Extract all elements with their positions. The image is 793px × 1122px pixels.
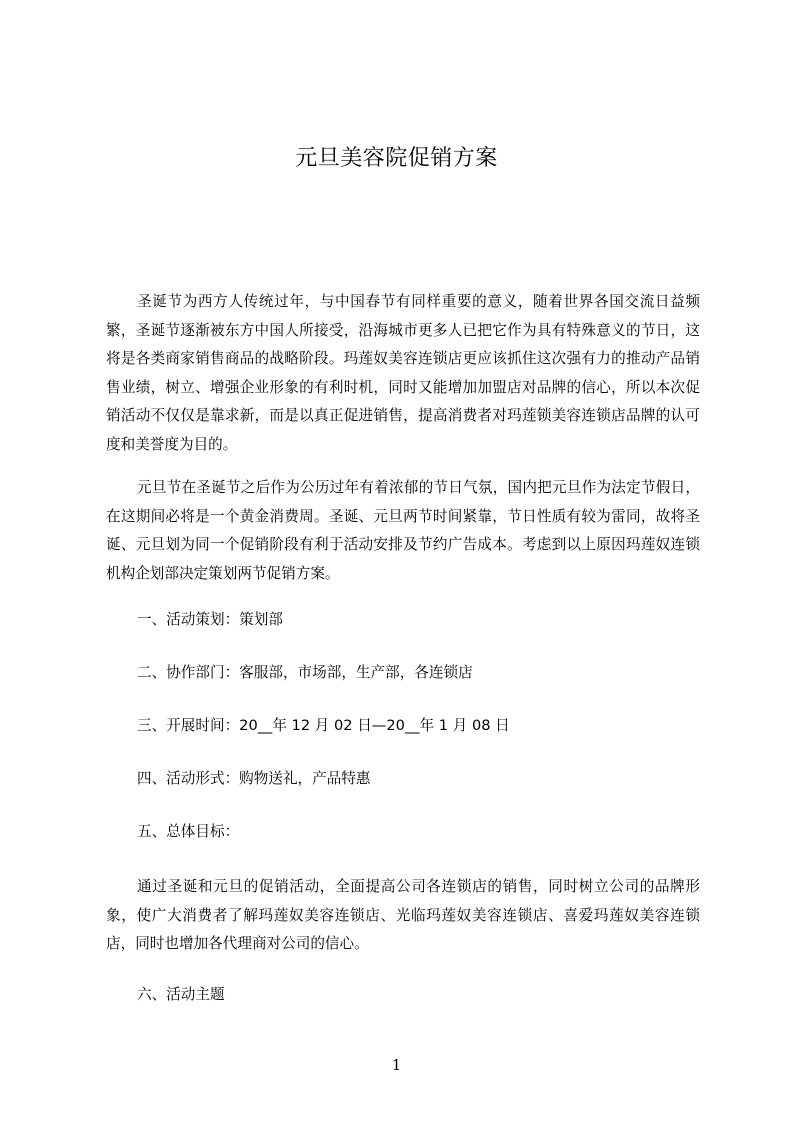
section-schedule: 三、开展时间：20__年 12 月 02 日—20__年 1 月 08 日 (137, 717, 510, 734)
section-activity-theme: 六、活动主题 (137, 986, 225, 1003)
section-activity-form: 四、活动形式：购物送礼，产品特惠 (137, 770, 371, 787)
section-planning: 一、活动策划：策划部 (137, 611, 283, 628)
intro-paragraph-christmas: 圣诞节为西方人传统过年，与中国春节有同样重要的意义，随着世界各国交流日益频繁，圣诞节逐渐被东方中国人所接受，沿海城市更多人已把它作为具有特殊意义的节日，这将是各类商家销售商品的战略阶段。玛莲奴美容连锁店更应该抓住这次强有力的推动产品销售业绩，树立、增强企业形象的有利时机，同时又能增加加盟店对品牌的信心，所以本次促销活动不仅仅是靠求新，而是以真正促进销售，提高消费者对玛莲锁美容连锁店品牌的认可度和美誉度为目的。 (106, 293, 700, 453)
goal-paragraph: 通过圣诞和元旦的促销活动，全面提高公司各连锁店的销售，同时树立公司的品牌形象，使广大消费者了解玛莲奴美容连锁店、光临玛莲奴美容连锁店、喜爱玛莲奴美容连锁店，同时也增加各代理商对公司的信心。 (106, 878, 700, 953)
section-overall-goal: 五、总体目标： (137, 823, 240, 840)
document-title: 元旦美容院促销方案 (295, 146, 498, 171)
page-number: 1 (391, 1056, 402, 1074)
section-cooperating-departments: 二、协作部门：客服部，市场部，生产部，各连锁店 (137, 664, 473, 681)
intro-paragraph-new-year: 元旦节在圣诞节之后作为公历过年有着浓郁的节日气氛，国内把元旦作为法定节假日，在这期间必将是一个黄金消费周。圣诞、元旦两节时间紧靠，节日性质有较为雷同，故将圣诞、元旦划为同一个促销阶段有利于活动安排及节约广告成本。考虑到以上原因玛莲奴连锁机构企划部决定策划两节促销方案。 (106, 479, 700, 582)
